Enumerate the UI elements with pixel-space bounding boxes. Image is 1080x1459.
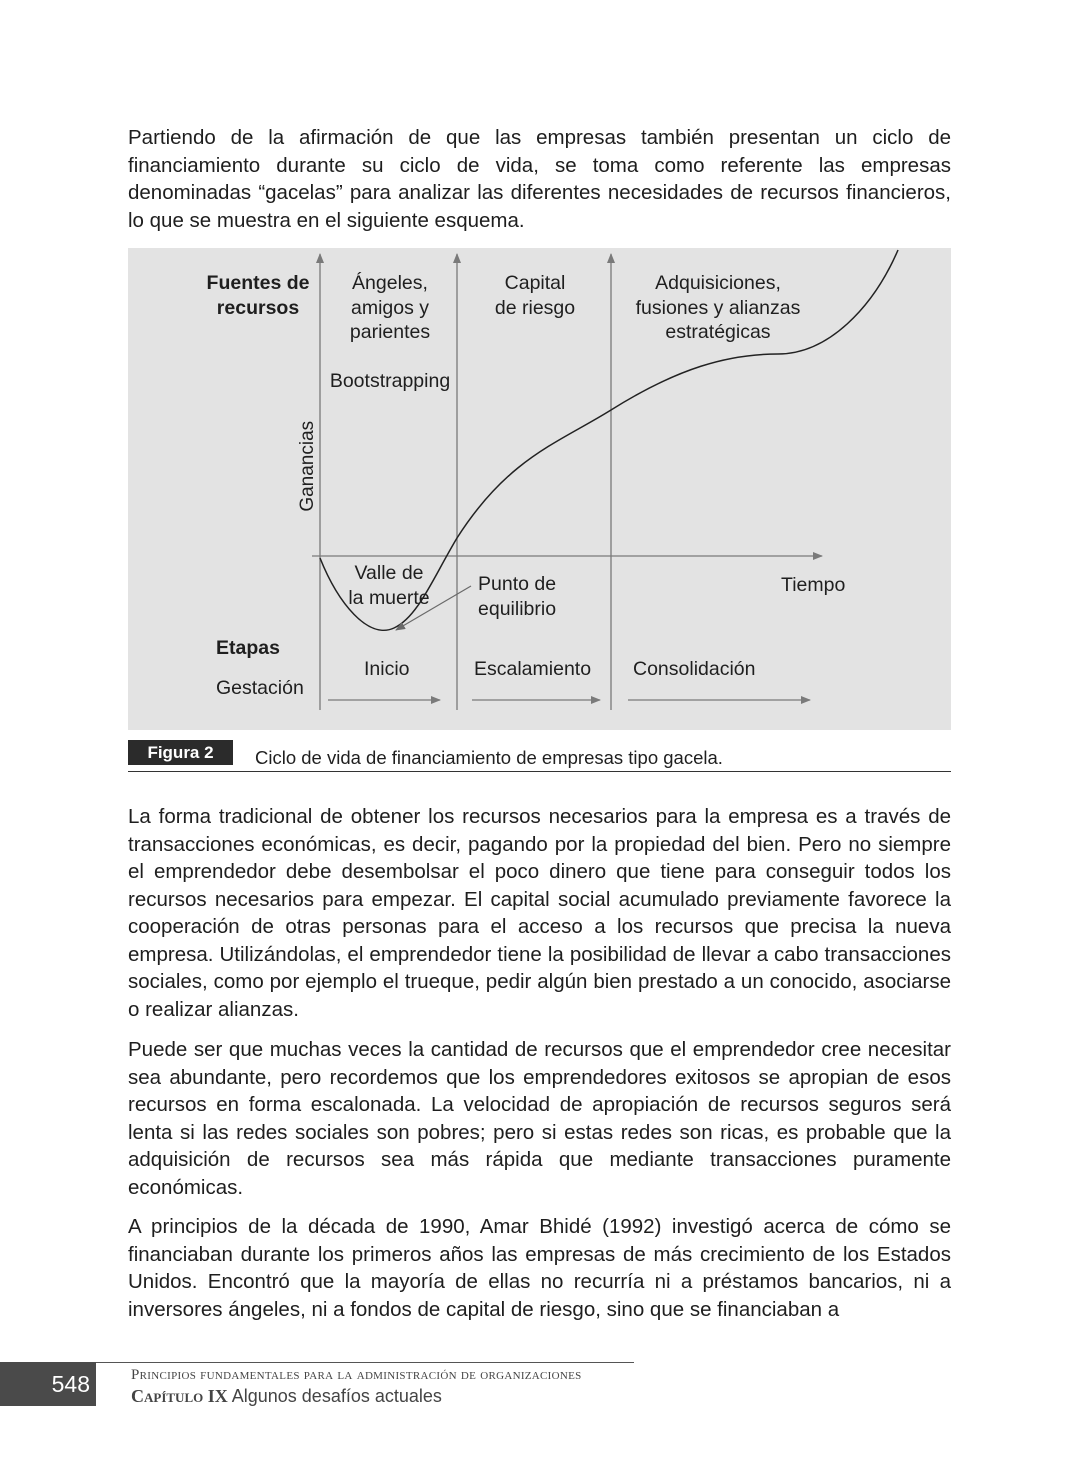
figure-caption-text: Ciclo de vida de financiamiento de empresas tipo gacela. [255,747,723,768]
body-paragraph-transactions: La forma tradicional de obtener los recursos necesarios para la empresa es a través de transacciones económicas, es decir, pagando por la propiedad del bien. Pero no siempre el emprendedor debe desembolsar el poco dinero que tiene para conseguir todos los recursos necesarios para empezar. El capital social acumulado previamente favorece la cooperación de otras personas para el acceso a los recursos que precisa la nueva empresa. Utilizándolas, el emprendedor tiene la posibilidad de llevar a cabo transacciones sociales, como por ejemplo el trueque, pedir algún bien prestado a un conocido, asociarse o realizar alianzas. [128,805,951,1021]
body-paragraph-bhide: A principios de la década de 1990, Amar Bhidé (1992) investigó acerca de cómo se financiaban durante los primeros años las empresas de más crecimiento de los Estados Unidos. Encontró que la mayoría de ellas no recurría ni a préstamos bancarios, ni a inversores ángeles, ni a fondos de capital de riesgo, sino que se financiaban a [128,1215,951,1321]
stage-escalamiento-label: Escalamiento [474,658,592,680]
caption-divider [128,771,951,772]
etapas-label: Etapas [216,637,280,659]
stage-consolidacion-label: Consolidación [633,658,756,680]
page-number: 548 [0,1362,96,1406]
source-angeles-label: Ángeles, amigos y parientes [349,272,431,343]
source-bootstrapping-label: Bootstrapping [329,370,451,392]
figure-caption-tag: Figura 2 [128,740,233,765]
source-adquisiciones-label: Adquisiciones, fusiones y alianzas estratégicas [635,272,801,343]
footer-chapter-title: Algunos desafíos actuales [227,1386,442,1406]
stage-gestacion-label: Gestación [216,677,304,699]
stage-inicio-label: Inicio [364,658,410,680]
source-capital-riesgo-label: Capital de riesgo [494,272,576,319]
financing-lifecycle-figure [128,248,951,730]
body-paragraph-resources: Puede ser que muchas veces la cantidad de recursos que el emprendedor cree necesitar sea abundante, pero recordemos que los emprendedores exitosos se apropian de esos recursos en forma escalonada. La velocidad de apropiación de recursos seguros será lenta si las redes sociales son pobres; pero si estas redes son ricas, es probable que la adquisición de recursos sea más rápida que mediante transacciones puramente económicas. [128,1038,951,1199]
ganancias-axis-label: Ganancias [296,420,318,512]
punto-de-equilibrio-label: Punto de equilibrio [478,573,557,620]
footer-book-title: Principios fundamentales para la administración de organizaciones [131,1367,582,1383]
tiempo-axis-label: Tiempo [781,574,846,596]
footer-chapter-label: Capítulo IX [131,1386,228,1406]
fuentes-de-recursos-label: Fuentes de recursos [206,272,310,319]
valle-de-la-muerte-label: Valle de la muerte [348,562,430,609]
footer-chapter-line [131,1386,442,1407]
intro-paragraph: Partiendo de la afirmación de que las empresas también presentan un ciclo de financiamiento durante su ciclo de vida, se toma como referente las empresas denominadas “gacelas” para analizar las diferentes necesidades de recursos financieros, lo que se muestra en el siguiente esquema. [128,126,951,232]
